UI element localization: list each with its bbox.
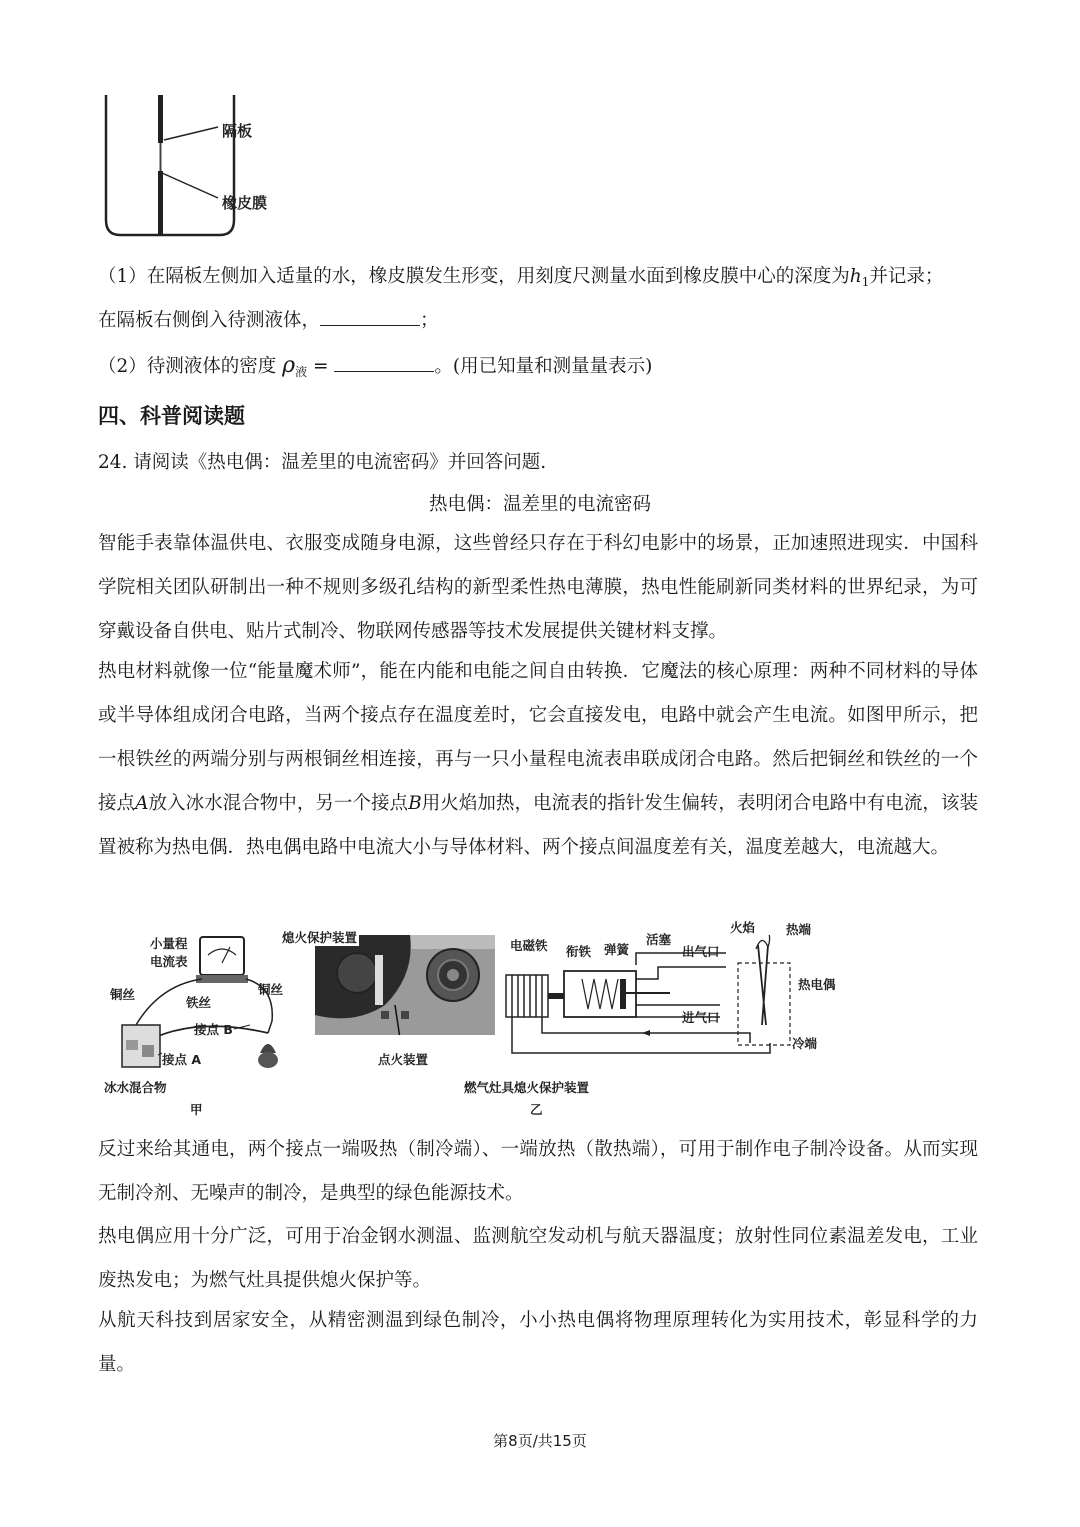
section-heading: 四、科普阅读题 xyxy=(98,404,245,428)
page-footer: 第8页/共15页 xyxy=(493,1432,587,1450)
article-title: 热电偶：温差里的电流密码 xyxy=(428,494,651,515)
article-para-5: 从航天科技到居家安全，从精密测温到绿色制冷，小小热电偶将物理原理转化为实用技术，彰显科学的力量。 xyxy=(98,1310,978,1375)
article-para-3: 反过来给其通电，两个接点一端吸热（制冷端）、一端放热（散热端），可用于制作电子制冷设备。从而实现无制冷剂、无噪声的制冷，是典型的绿色能源技术。 xyxy=(98,1139,978,1204)
answer-blank-2[interactable] xyxy=(334,353,434,372)
fig-jia-junction-a: 接点 A xyxy=(162,1052,202,1067)
q23-part2: （2）待测液体的密度 $\rho_液$ = 。(用已知量和测量量表示) xyxy=(98,353,653,379)
fig-jia-copper-left: 铜丝 xyxy=(110,987,136,1002)
fig-yi-flameout-device: 熄火保护装置 xyxy=(282,930,358,945)
fig-jia-caption: 甲 xyxy=(190,1102,203,1117)
fig-yi-cold-end: 冷端 xyxy=(792,1036,818,1051)
fig-yi-hot-end: 热端 xyxy=(786,922,812,937)
answer-blank-1[interactable] xyxy=(320,307,420,326)
fig-yi-caption: 乙 xyxy=(530,1102,543,1117)
fig-yi-gas-inlet: 进气口 xyxy=(682,1010,720,1025)
fig-yi-ignition-device: 点火装置 xyxy=(378,1052,429,1067)
fig-yi-flame: 火焰 xyxy=(730,920,756,935)
fig-yi-electromagnet: 电磁铁 xyxy=(510,938,548,953)
figure-yi-photo xyxy=(315,935,495,1035)
fig-yi-title: 燃气灶具熄火保护装置 xyxy=(464,1080,590,1095)
label-membrane: 橡皮膜 xyxy=(222,194,268,212)
q23-part1-line1: （1）在隔板左侧加入适量的水，橡皮膜发生形变，用刻度尺测量水面到橡皮膜中心的深度为$h_1$并记录； xyxy=(98,266,944,289)
article-para-1: 智能手表靠体温供电、衣服变成随身电源，这些曾经只存在于科幻电影中的场景，正加速照进现实．中国科学院相关团队研制出一种不规则多级孔结构的新型柔性热电薄膜，热电性能刷新同类材料的世界纪录，为可穿戴设备自供电、贴片式制冷、物联网传感器等技术发展提供关键材料支撑。 xyxy=(98,533,978,642)
fig-yi-gas-outlet: 出气口 xyxy=(682,944,720,959)
label-partition: 隔板 xyxy=(222,122,253,140)
fig-yi-spring: 弹簧 xyxy=(604,942,630,957)
beaker-figure xyxy=(100,95,300,240)
fig-jia-ammeter-label: 小量程 xyxy=(150,936,188,951)
fig-jia-iron: 铁丝 xyxy=(186,995,212,1010)
article-para-4: 热电偶应用十分广泛，可用于冶金钢水测温、监测航空发动机与航天器温度；放射性同位素温差发电，工业废热发电；为燃气灶具提供熄火保护等。 xyxy=(98,1226,978,1291)
fig-yi-thermocouple: 热电偶 xyxy=(798,977,836,992)
article-para-2: 热电材料就像一位“能量魔术师”，能在内能和电能之间自由转换．它魔法的核心原理：两种不同材料的导体或半导体组成闭合电路，当两个接点存在温度差时，它会直接发电，电路中就会产生电流。如图甲所示，把一根铁丝的两端分别与两根铜丝相连接，再与一只小量程电流表串联成闭合电路。然后把铜丝和铁丝的一个接点A放入冰水混合物中，另一个接点B用火焰加热，电流表的指针发生偏转，表明闭合电路中有电流，该装置被称为热电偶．热电偶电路中电流大小与导体材料、两个接点间温度差有关，温度差越大，电流越大。 xyxy=(98,661,978,858)
fig-yi-piston: 活塞 xyxy=(646,932,672,947)
q23-part1-line2: 在隔板右侧倒入待测液体， ； xyxy=(98,306,439,332)
fig-jia-ice-water: 冰水混合物 xyxy=(104,1080,167,1095)
fig-yi-armature: 衔铁 xyxy=(566,944,592,959)
figure-yi-schematic xyxy=(500,935,810,1065)
q24-intro: 24. 请阅读《热电偶：温差里的电流密码》并回答问题. xyxy=(98,452,547,473)
fig-jia-ammeter-label-2: 电流表 xyxy=(150,954,188,969)
fig-jia-copper-right: 铜丝 xyxy=(258,982,284,997)
fig-jia-junction-b: 接点 B xyxy=(194,1022,233,1037)
